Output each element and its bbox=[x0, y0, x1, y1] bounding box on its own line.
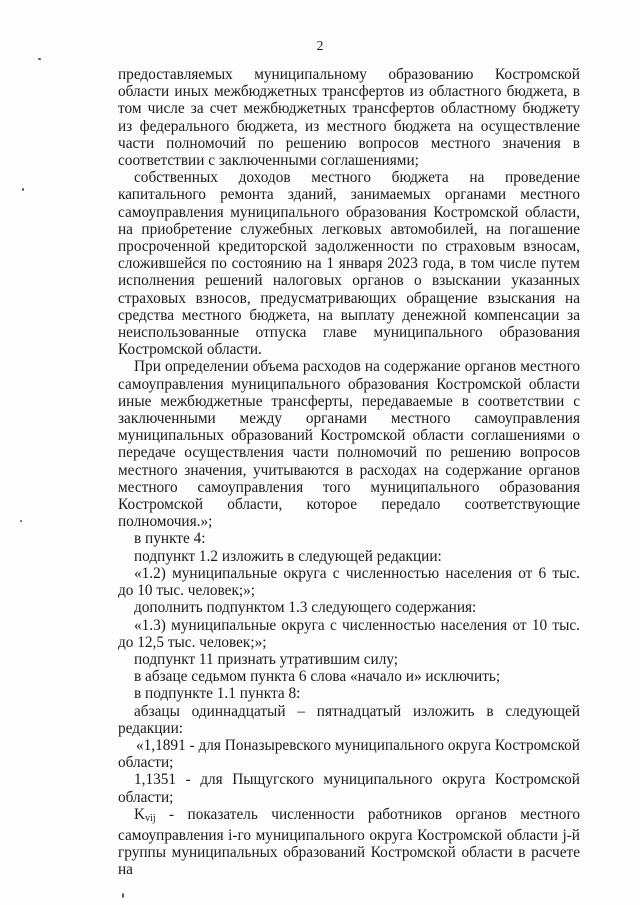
paragraph-13: «1,1891 - для Поназыревского муниципального округа Костромской области; bbox=[118, 736, 580, 772]
paragraph-3: При определении объема расходов на содержание органов местного самоуправления муниципального образования Костромской области иные межбюджетные трансферты, передаваемые в соответствии с заключенными между органами местного самоуправления муниципальных образований Костромской области соглашениями о передаче осуществления части полномочий по решению вопросов местного значения, учитываются в расходах на содержание органов местного самоуправления того муниципального образования Костромской области, которое передало соответствующие полномочия.»; bbox=[118, 358, 580, 531]
paragraph-12: абзацы одиннадцатый – пятнадцатый изложить в следующей редакции: bbox=[118, 702, 580, 737]
scan-speck bbox=[38, 58, 41, 60]
scan-speck bbox=[122, 893, 124, 898]
paragraph-10: в абзаце седьмом пункта 6 слова «начало и» исключить; bbox=[134, 668, 501, 686]
scan-speck bbox=[20, 520, 22, 522]
paragraph-6: «1.2) муниципальные округа с численностью населения от 6 тыс. до 10 тыс. человек;»; bbox=[118, 564, 580, 600]
scan-speck bbox=[22, 188, 24, 191]
paragraph-8: «1.3) муниципальные округа с численностью населения от 10 тыс. до 12,5 тыс. человек;»; bbox=[118, 616, 580, 651]
document-body bbox=[118, 66, 580, 879]
paragraph-2: собственных доходов местного бюджета на проведение капитального ремонта зданий, занимаемых органами местного самоуправления муниципального образования Костромской области, на приобретение служебных легковых автомобилей, на погашение просроченной кредиторской задолженности по страховым взносам, сложившейся по состоянию на 1 января 2023 года, в том числе путем исполнения решений налоговых органов о взыскании указанных страховых взносов, предусматривающих обращение взыскания на средства местного бюджета, на выплату денежной компенсации за неиспользованные отпуска главе муниципального образования Костромской области. bbox=[118, 169, 580, 359]
indicator-symbol: K bbox=[134, 805, 146, 823]
paragraph-1: предоставляемых муниципальному образованию Костромской области иных межбюджетных трансфертов из областного бюджета, в том числе за счет межбюджетных трансфертов областному бюджету из федерального бюджета, из местного бюджета на осуществление части полномочий по решению вопросов местного значения в соответствии с заключенными соглашениями; bbox=[118, 66, 580, 170]
paragraph-14: 1,1351 - для Пыщугского муниципального округа Костромской области; bbox=[118, 771, 580, 806]
indicator-definition: - показатель численности работников органов местного самоуправления i-го муниципального округа Костромской области j-й группы муниципальных образований Костромской области в расчете на bbox=[118, 805, 580, 879]
paragraph-11: в подпункте 1.1 пункта 8: bbox=[134, 685, 301, 703]
paragraph-7: дополнить подпунктом 1.3 следующего содержания: bbox=[134, 599, 477, 617]
paragraph-5: подпункт 1.2 изложить в следующей редакции: bbox=[134, 547, 442, 565]
page-number: 2 bbox=[316, 38, 324, 53]
indicator-subscript: vij bbox=[145, 812, 156, 824]
paragraph-15 bbox=[118, 806, 580, 879]
paragraph-9: подпункт 11 признать утратившим силу; bbox=[134, 650, 399, 668]
paragraph-4: в пункте 4: bbox=[134, 530, 206, 548]
